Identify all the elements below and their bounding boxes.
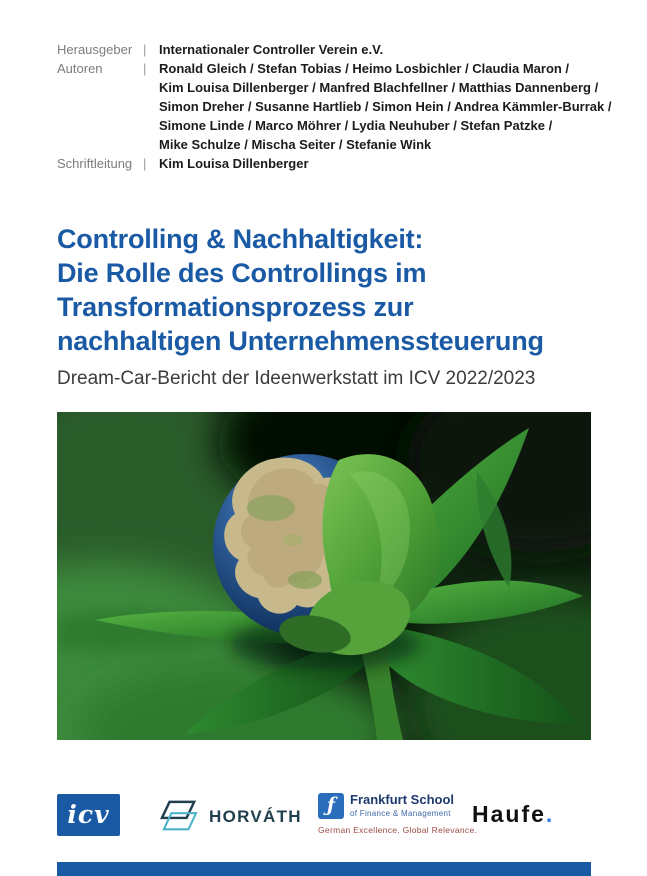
authors-line: Mike Schulze / Mischa Seiter / Stefanie Wink bbox=[159, 137, 432, 152]
title-line: nachhaltigen Unternehmenssteuerung bbox=[57, 326, 544, 356]
authors-row bbox=[57, 59, 612, 154]
book-subtitle: Dream-Car-Bericht der Ideenwerkstatt im ICV 2022/2023 bbox=[57, 368, 536, 389]
frankfurt-school-claim: German Excellence. Global Relevance. bbox=[318, 825, 478, 835]
icv-logo bbox=[57, 794, 120, 836]
title-line: Die Rolle des Controllings im bbox=[57, 258, 427, 288]
authors-line: Simone Linde / Marco Möhrer / Lydia Neuhuber / Stefan Patzke / bbox=[159, 118, 553, 133]
publisher-row bbox=[57, 40, 597, 59]
cover-photo bbox=[57, 412, 591, 740]
haufe-wordmark: Haufe bbox=[472, 801, 546, 827]
partner-logos-row bbox=[57, 792, 591, 842]
horvath-wordmark: HORVÁTH bbox=[209, 807, 302, 826]
authors-label: Autoren bbox=[57, 61, 103, 76]
authors-line: Ronald Gleich / Stefan Tobias / Heimo Losbichler / Claudia Maron / bbox=[159, 61, 570, 76]
cover-photo-svg bbox=[57, 412, 591, 740]
title-line: Transformationsprozess zur bbox=[57, 292, 414, 322]
separator-pipe: | bbox=[143, 42, 147, 57]
icv-wordmark: icv bbox=[67, 799, 110, 829]
publisher-name: Internationaler Controller Verein e.V. bbox=[159, 42, 384, 57]
frankfurt-school-f-icon: ƒ bbox=[318, 793, 344, 819]
horvath-parallelograms-icon bbox=[158, 799, 200, 835]
haufe-dot: . bbox=[545, 801, 555, 827]
separator-pipe: | bbox=[143, 61, 147, 76]
publisher-label: Herausgeber bbox=[57, 42, 133, 57]
separator-pipe: | bbox=[143, 156, 147, 171]
authors-line: Kim Louisa Dillenberger / Manfred Blachfellner / Matthias Dannenberg / bbox=[159, 80, 599, 95]
authors-list bbox=[159, 59, 611, 154]
editor-value bbox=[159, 154, 309, 173]
editor-name: Kim Louisa Dillenberger bbox=[159, 156, 309, 171]
horvath-logo bbox=[158, 799, 302, 835]
frankfurt-school-name: Frankfurt School bbox=[350, 792, 455, 807]
publisher-value bbox=[159, 40, 383, 59]
haufe-logo bbox=[472, 801, 554, 828]
title-line: Controlling & Nachhaltigkeit: bbox=[57, 224, 424, 254]
editor-row bbox=[57, 154, 597, 173]
editor-label: Schriftleitung bbox=[57, 156, 133, 171]
frankfurt-school-logo bbox=[318, 793, 477, 835]
footer-accent-bar bbox=[57, 862, 591, 876]
frankfurt-school-subline: of Finance & Management bbox=[350, 809, 451, 818]
authors-line: Simon Dreher / Susanne Hartlieb / Simon Hein / Andrea Kämmler-Burrak / bbox=[159, 99, 612, 114]
publisher-authors-block bbox=[57, 40, 612, 173]
book-title bbox=[57, 222, 617, 358]
